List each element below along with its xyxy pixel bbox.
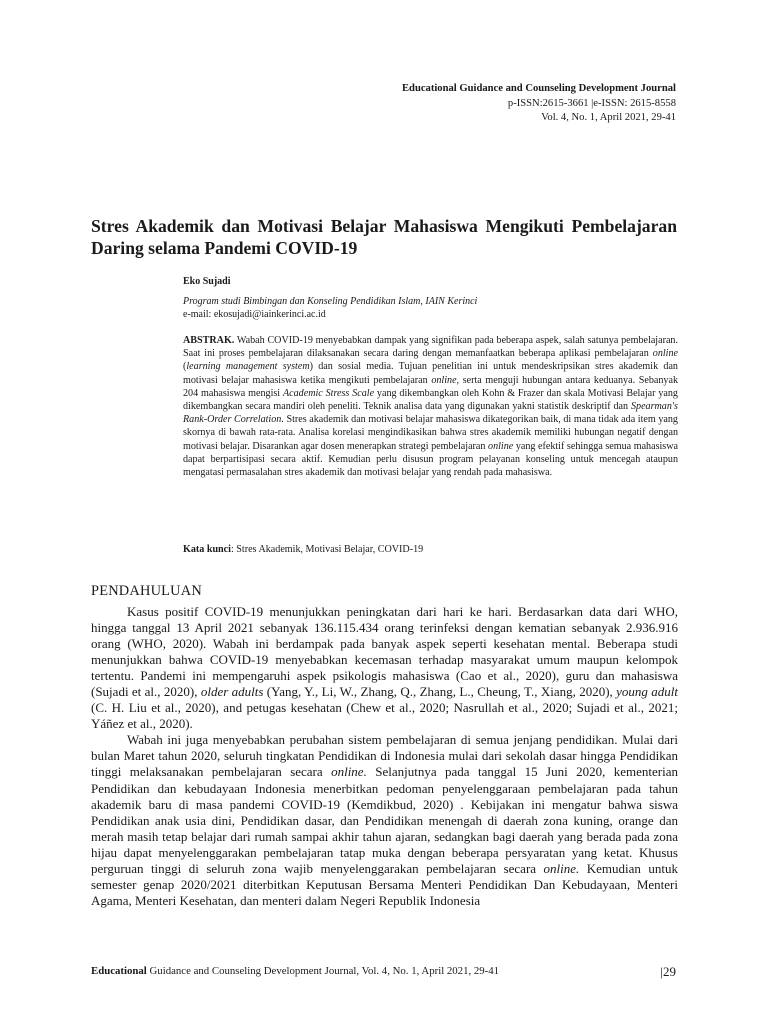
author-email: e-mail: ekosujadi@iainkerinci.ac.id xyxy=(183,309,326,320)
abstract-emphasis: online xyxy=(488,440,514,452)
footer-journal-text: Guidance and Counseling Development Journal, Vol. 4, No. 1, April 2021, 29-41 xyxy=(146,965,500,977)
journal-issn: p-ISSN:2615-3661 |e-ISSN: 2615-8558 xyxy=(507,97,676,109)
paragraph xyxy=(91,732,678,909)
page-footer xyxy=(91,964,678,978)
journal-volume: Vol. 4, No. 1, April 2021, 29-41 xyxy=(541,112,676,123)
abstract-text: ) dan sosial media. Tujuan penelitian ini untuk mendeskripsikan stres akademik dan motivasi belajar mahasiswa ketika mengikuti pembelajaran xyxy=(183,361,678,386)
paragraph-emphasis: online. xyxy=(543,860,580,876)
author-name: Eko Sujadi xyxy=(183,276,231,287)
author-affiliation: Program studi Bimbingan dan Konseling Pendidikan Islam, IAIN Kerinci xyxy=(183,295,478,307)
paragraph-text: Selanjutnya pada tanggal 15 Juni 2020, kementerian Pendidikan dan kebudayaan Indonesia menerbitkan pedoman penyelenggaraan pembelajaran pada tahun akademik baru di masa pandemi COVID-19 (Kemdikbud, 2020) . Kebijakan ini mengatur bahwa siswa Pendidikan anak usia dini, Pendidikan dasar, dan Pendidikan menengah di daerah zona kuning, orange dan merah masih tetap belajar dari rumah sampai akhir tahun ajaran, sedangkan bagi daerah yang berada pada zona hijau dapat menyelenggarakan pembelajaran tatap muka dengan beberapa persyaratan yang ketat. Khusus perguruan tinggi di seluruh zona wajib menyelenggarakan pembelajaran secara xyxy=(91,764,678,876)
abstract-text: yang efektif sehingga semua mahasiswa dapat berpartisipasi secara aktif. Kemudian perlu disusun program pelayanan konseling untuk mencegah ataupun mengatasi permasalahan stres akademik dan motivasi belajar yang rendah pada mahasiswa. xyxy=(183,440,679,479)
keywords-text: : Stres Akademik, Motivasi Belajar, COVID-19 xyxy=(230,544,424,555)
paper-title: Stres Akademik dan Motivasi Belajar Mahasiswa Mengikuti Pembelajaran Daring selama Pandemi COVID-19 xyxy=(91,216,677,258)
abstract-emphasis: online, xyxy=(431,374,460,386)
abstract xyxy=(183,334,678,479)
keywords xyxy=(183,543,678,556)
abstract-text: Stres akademik dan motivasi belajar mahasiswa dikategorikan baik, di mana tidak ada item yang skornya di bawah rata-rata. Analisa korelasi mengindikasikan bahwa stres akademik memiliki hubungan negatif dengan motivasi belajar. Disarankan agar dosen menerapkan strategi pembelajaran xyxy=(183,414,678,452)
abstract-emphasis: online xyxy=(652,348,678,360)
paragraph-text: Wabah ini juga menyebabkan perubahan sistem pembelajaran di semua jenjang pendidikan. Mulai dari bulan Maret tahun 2020, seluruh tingkatan Pendidikan di Indonesia mulai dari sekolah dasar hingga Pendidikan tinggi melaksanakan pembelajaran secara xyxy=(91,732,678,780)
abstract-text: yang dikembangkan oleh Kohn & Frazer dan skala Motivasi Belajar yang dikembangkan secara mandiri oleh peneliti. Teknik analisa data yang digunakan yakni statistik deskriptif dan xyxy=(183,387,678,413)
section-heading: PENDAHULUAN xyxy=(91,583,202,599)
paragraph-emphasis: young adult xyxy=(616,684,679,700)
abstract-emphasis: Spearman's Rank-Order Correlation. xyxy=(183,401,678,426)
paragraph-emphasis: older adults xyxy=(200,684,264,700)
abstract-emphasis: learning management system xyxy=(186,361,310,373)
journal-header xyxy=(402,82,676,126)
page-number: |29 xyxy=(660,964,676,979)
paragraph-text: Kasus positif COVID-19 menunjukkan peningkatan dari hari ke hari. Berdasarkan data dari WHO, hingga tanggal 13 April 2021 sebanyak 136.115.434 orang terinfeksi dengan kematian sebanyak 2.936.916 orang (WHO, 2020). Wabah ini berdampak pada banyak aspek seperti kesehatan mental. Beberapa studi menunjukkan bahwa COVID-19 menyebabkan kecemasan terhadap masyarakat umum maupun kelompok tertentu. Pandemi ini mempengaruhi aspek psikologis mahasiswa (Cao et al., 2020), guru dan mahasiswa (Sujadi et al., 2020), xyxy=(91,604,678,700)
paragraph xyxy=(91,604,678,732)
footer-journal-bold: Educational xyxy=(91,965,147,977)
abstract-text: Wabah COVID-19 menyebabkan dampak yang signifikan pada beberapa aspek, salah satunya pembelajaran. Saat ini proses pembelajaran dilaksanakan secara daring dengan memanfaatkan beberapa aplikasi pembelajaran xyxy=(183,335,678,360)
abstract-text: serta menguji hubungan antara keduanya. Sebanyak 204 mahasiswa mengisi xyxy=(183,374,678,399)
paragraph-text: (C. H. Liu et al., 2020), and petugas kesehatan (Chew et al., 2020; Nasrullah et al., 2020; Sujadi et al., 2021; Yáñez et al., 2020). xyxy=(91,700,678,732)
journal-name: Educational Guidance and Counseling Development Journal xyxy=(401,83,676,94)
body-text xyxy=(91,604,678,909)
paragraph-text: Kemudian untuk semester genap 2020/2021 diterbitkan Keputusan Bersama Menteri Pendidikan Dan Kebudayaan, Menteri Agama, Menteri Kesehatan, dan menteri dalam Negeri Republik Indonesia xyxy=(91,860,678,908)
paragraph-emphasis: online. xyxy=(331,764,367,780)
abstract-text: ( xyxy=(183,361,187,373)
paragraph-text: (Yang, Y., Li, W., Zhang, Q., Zhang, L., Cheung, T., Xiang, 2020), xyxy=(263,684,617,700)
author-block xyxy=(183,275,678,322)
abstract-label: ABSTRAK. xyxy=(183,335,235,346)
abstract-emphasis: Academic Stress Scale xyxy=(282,387,375,399)
keywords-label: Kata kunci xyxy=(183,544,231,555)
